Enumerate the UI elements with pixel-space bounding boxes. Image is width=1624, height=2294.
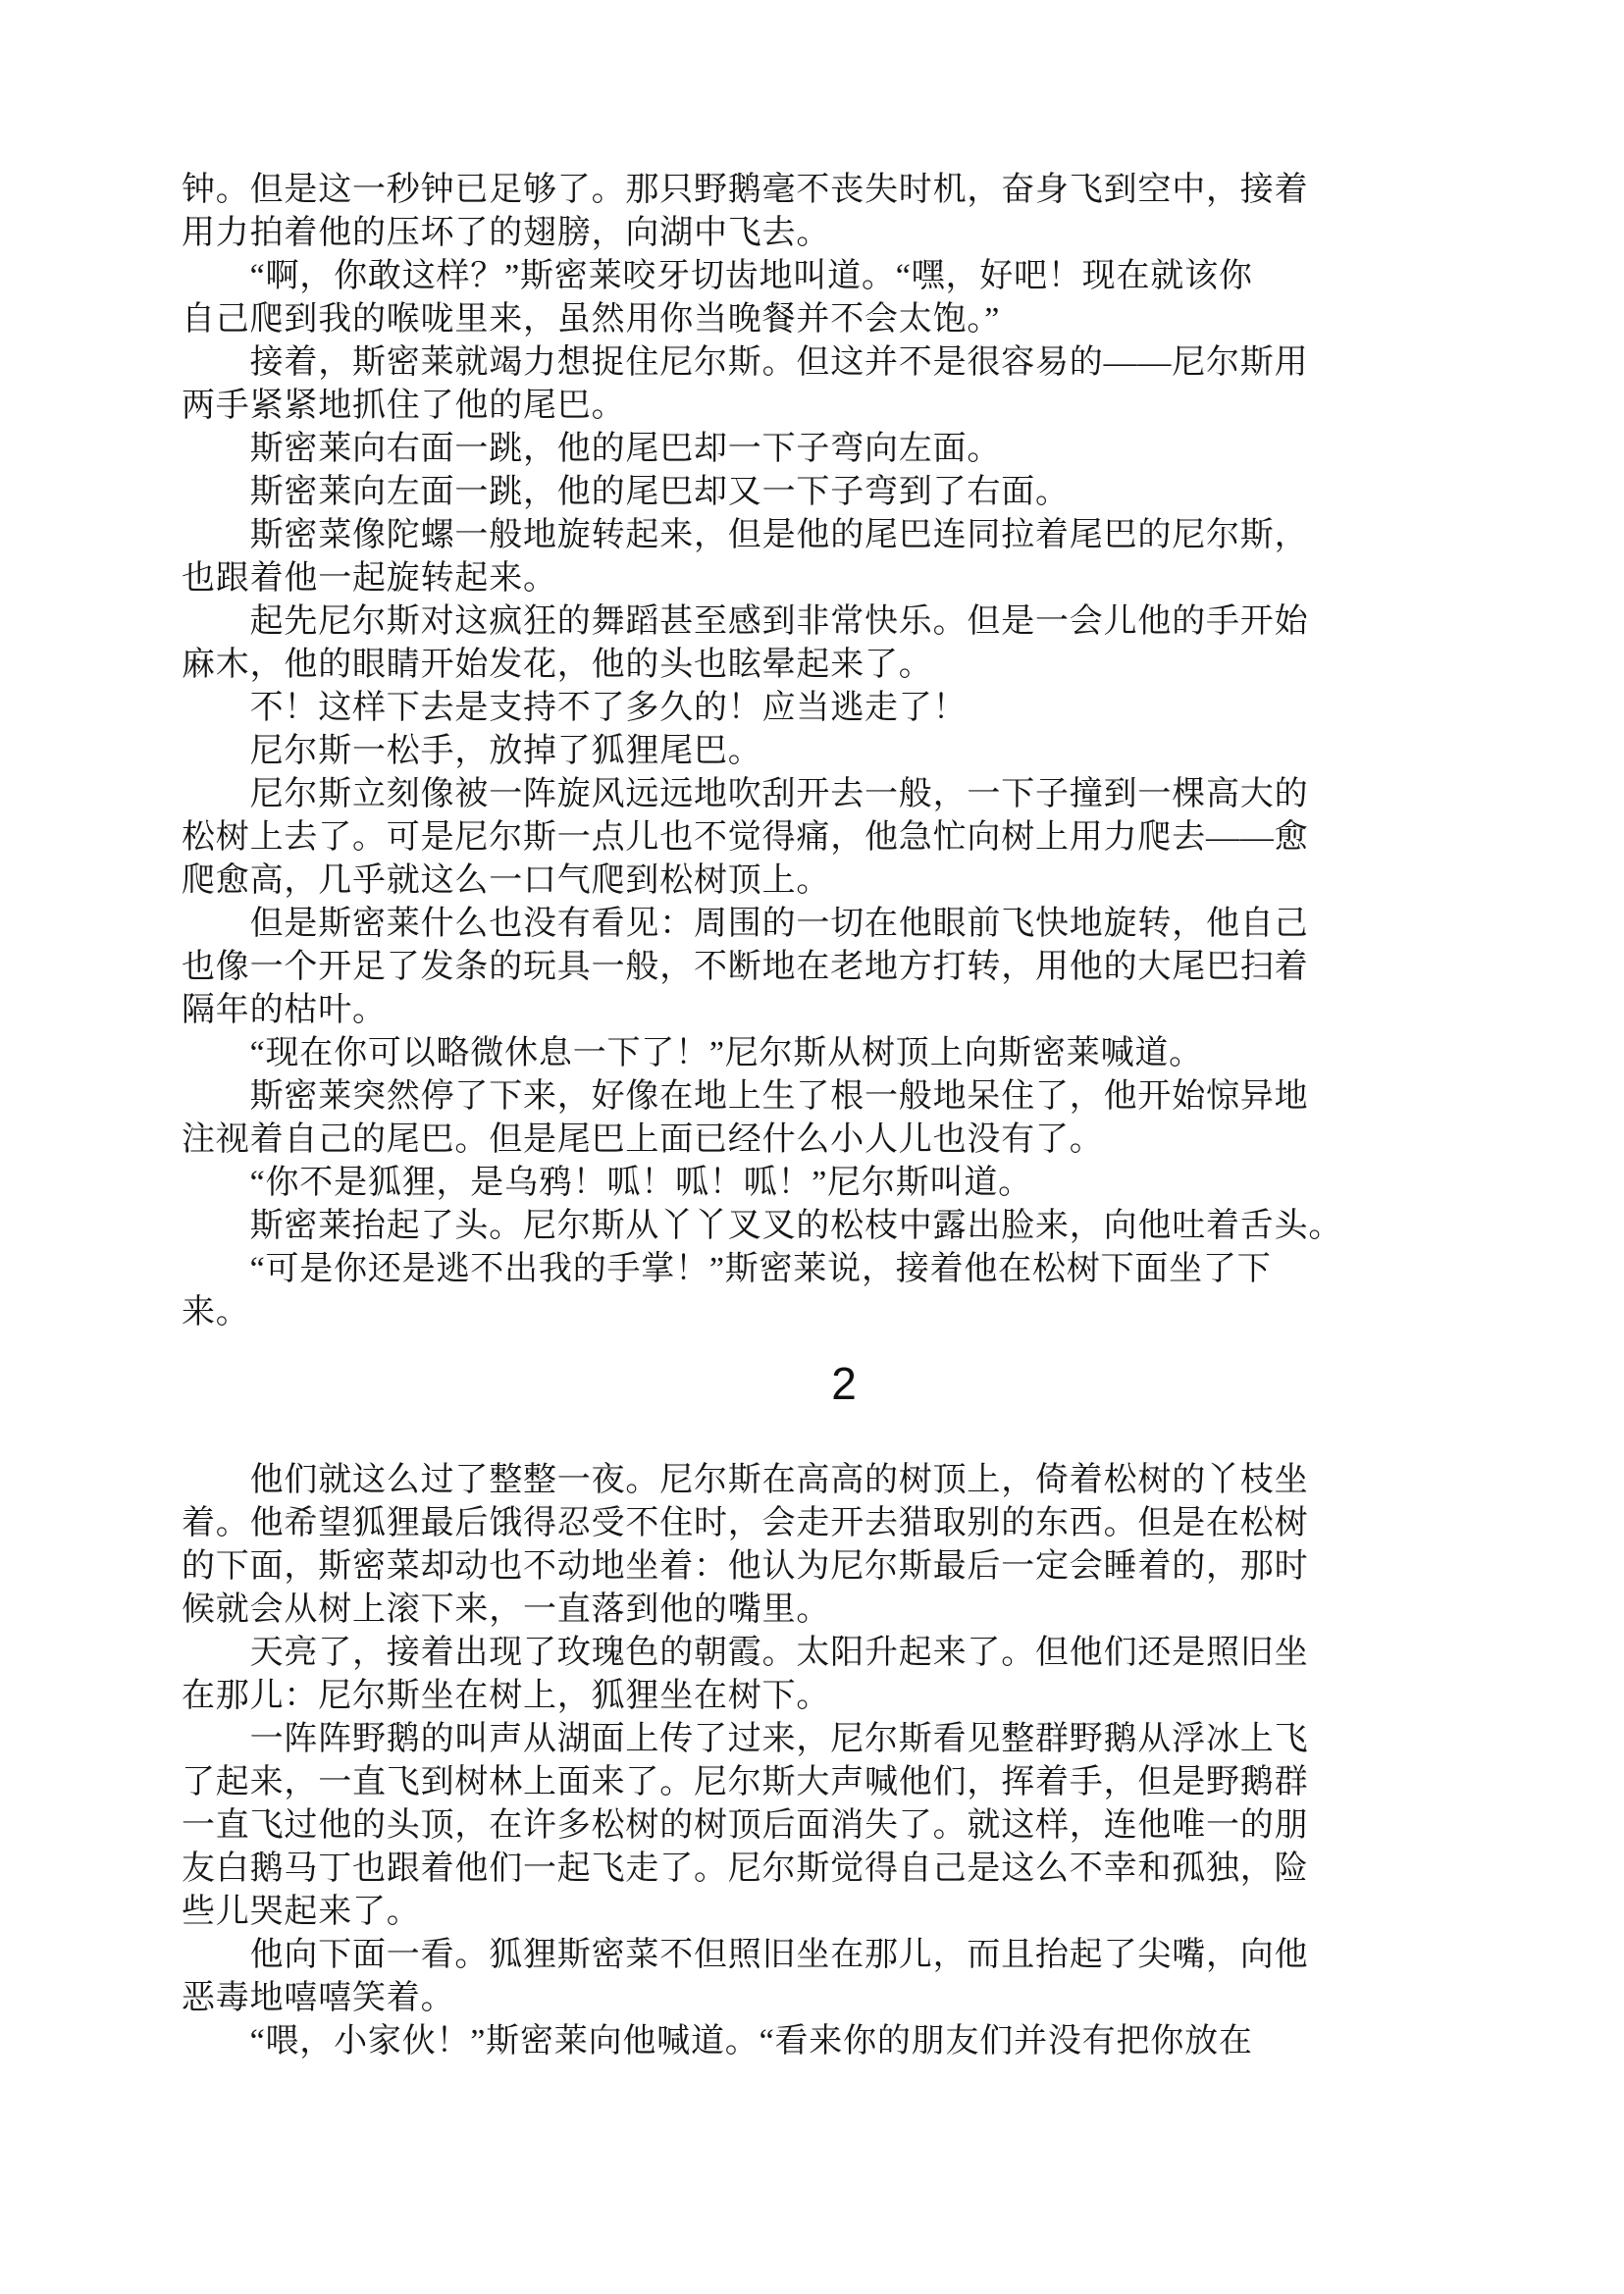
text-line: 斯密菜像陀螺一般地旋转起来，但是他的尾巴连同拉着尾巴的尼尔斯， [182, 517, 1309, 553]
text-line: 也像一个开足了发条的玩具一般，不断地在老地方打转，用他的大尾巴扫着 [182, 949, 1309, 985]
text-line: “可是你还是逃不出我的手掌！”斯密莱说，接着他在松树下面坐了下 [182, 1251, 1272, 1287]
text-line: 来。 [182, 1294, 250, 1330]
text-line: 他向下面一看。狐狸斯密菜不但照旧坐在那儿，而且抬起了尖嘴，向他 [182, 1937, 1309, 1973]
text-line: 了起来，一直飞到树林上面来了。尼尔斯大声喊他们，挥着手，但是野鹅群 [182, 1764, 1309, 1800]
text-line: 些儿哭起来了。 [182, 1894, 421, 1930]
text-line: “你不是狐狸，是乌鸦！呱！呱！呱！”尼尔斯叫道。 [182, 1165, 1032, 1201]
text-line: 起先尼尔斯对这疯狂的舞蹈甚至感到非常快乐。但是一会儿他的手开始 [182, 603, 1309, 640]
text-line: 钟。但是这一秒钟已足够了。那只野鹅毫不丧失时机，奋身飞到空中，接着 [182, 172, 1309, 208]
text-line: 斯密莱向右面一跳，他的尾巴却一下子弯向左面。 [182, 431, 1002, 467]
text-line: 自己爬到我的喉咙里来，虽然用你当晚餐并不会太饱。” [182, 301, 1001, 338]
text-line: “啊，你敢这样？”斯密莱咬牙切齿地叫道。“嘿，好吧！现在就该你 [182, 258, 1253, 294]
section-heading: 2 [831, 1358, 857, 1409]
text-line: 接着，斯密莱就竭力想捉住尼尔斯。但这并不是很容易的——尼尔斯用 [182, 344, 1309, 381]
text-line: “喂，小家伙！”斯密莱向他喊道。“看来你的朋友们并没有把你放在 [182, 2023, 1253, 2059]
text-line: 恶毒地嘻嘻笑着。 [182, 1980, 455, 2016]
section-1-text [182, 169, 1343, 1334]
text-line: 两手紧紧地抓住了他的尾巴。 [182, 388, 626, 424]
text-line: “现在你可以略微休息一下了！”尼尔斯从树顶上向斯密莱喊道。 [182, 1035, 1203, 1071]
text-line: 爬愈高，几乎就这么一口气爬到松树顶上。 [182, 862, 831, 899]
text-line: 尼尔斯立刻像被一阵旋风远远地吹刮开去一般，一下子撞到一棵高大的 [182, 776, 1309, 812]
text-line: 友白鹅马丁也跟着他们一起飞走了。尼尔斯觉得自己是这么不幸和孤独，险 [182, 1851, 1309, 1887]
text-line: 不！这样下去是支持不了多久的！应当逃走了！ [182, 690, 968, 726]
text-line: 尼尔斯一松手，放掉了狐狸尾巴。 [182, 733, 762, 769]
text-line: 候就会从树上滚下来，一直落到他的嘴里。 [182, 1591, 831, 1628]
text-line: 一阵阵野鹅的叫声从湖面上传了过来，尼尔斯看见整群野鹅从浮冰上飞 [182, 1721, 1309, 1757]
text-line: 注视着自己的尾巴。但是尾巴上面已经什么小人儿也没有了。 [182, 1121, 1104, 1158]
text-line: 斯密莱向左面一跳，他的尾巴却又一下子弯到了右面。 [182, 474, 1070, 510]
text-line: 在那儿：尼尔斯坐在树上，狐狸坐在树下。 [182, 1678, 831, 1714]
text-line: 松树上去了。可是尼尔斯一点儿也不觉得痛，他急忙向树上用力爬去——愈 [182, 819, 1309, 856]
text-block [182, 169, 1343, 2063]
text-line: 但是斯密莱什么也没有看见：周围的一切在他眼前飞快地旋转，他自己 [182, 906, 1309, 942]
text-line: 天亮了，接着出现了玫瑰色的朝霞。太阳升起来了。但他们还是照旧坐 [182, 1635, 1309, 1671]
text-line: 隔年的枯叶。 [182, 992, 387, 1028]
text-line: 麻木，他的眼睛开始发花，他的头也眩晕起来了。 [182, 647, 933, 683]
text-line: 斯密莱抬起了头。尼尔斯从丫丫叉叉的松枝中露出脸来，向他吐着舌头。 [182, 1208, 1343, 1244]
text-line: 的下面，斯密菜却动也不动地坐着：他认为尼尔斯最后一定会睡着的，那时 [182, 1548, 1309, 1585]
text-line: 用力拍着他的压坏了的翅膀，向湖中飞去。 [182, 215, 831, 251]
section-2-text [182, 1459, 1310, 2063]
text-line: 他们就这么过了整整一夜。尼尔斯在高高的树顶上，倚着松树的丫枝坐 [182, 1462, 1309, 1498]
text-line: 着。他希望狐狸最后饿得忍受不住时，会走开去猎取别的东西。但是在松树 [182, 1505, 1309, 1541]
text-line: 一直飞过他的头顶，在许多松树的树顶后面消失了。就这样，连他唯一的朋 [182, 1807, 1309, 1844]
text-line: 也跟着他一起旋转起来。 [182, 560, 557, 597]
text-line: 斯密莱突然停了下来，好像在地上生了根一般地呆住了，他开始惊异地 [182, 1078, 1309, 1115]
